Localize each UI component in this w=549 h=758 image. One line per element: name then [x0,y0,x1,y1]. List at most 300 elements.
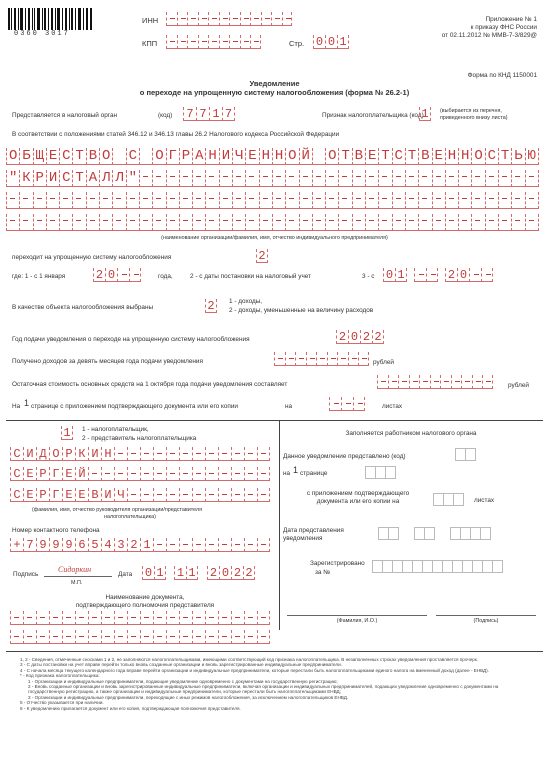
footnotes [20,657,535,711]
char-cell [166,630,179,644]
char-cell [205,538,218,552]
char-cell [153,467,166,481]
char-cell [114,611,127,625]
char-cell [127,488,140,502]
barcode-number: 0360 3017 [14,30,70,38]
char-cell [166,192,179,209]
char-cell [192,488,205,502]
char-cell: В [88,488,101,502]
pages-cells[interactable] [329,397,365,411]
char-cell [259,170,272,187]
char-cell [231,467,244,481]
char-cell [153,630,166,644]
char-cell [257,611,270,625]
char-cell [219,192,232,209]
char-cell [139,214,152,231]
char-cell: О [471,148,484,165]
signature-line [44,576,112,577]
transition-opt2: 2 - с даты постановки на налоговый учет [190,273,312,280]
char-cell [485,214,498,231]
char-cell: Г [49,467,62,481]
char-cell [525,192,539,209]
char-cell [23,611,36,625]
title-line2: о переходе на упрощенную систему налогообложения (форма № 26.2-1) [139,88,410,97]
char-cell: Е [432,148,445,165]
char-cell [392,170,405,187]
char-cell [511,170,524,187]
object-opt2: 2 - доходы, уменьшенные на величину расходов [229,307,374,314]
char-cell [405,214,418,231]
char-cell [166,214,179,231]
assets-label: Остаточная стоимость основных средств на 1 октября года подачи уведомления составляет [12,381,288,388]
char-cell [272,214,285,231]
char-cell [218,538,231,552]
transition-code-cell[interactable]: 2 [256,249,268,263]
appendix-line2: к приказу ФНС России [470,24,537,31]
char-cell [86,192,99,209]
char-cell [179,630,192,644]
inspector-submitted-label: Данное уведомление представлено (код) [283,453,406,460]
inspector-pages-boxes[interactable] [365,466,395,479]
inspector-date-year[interactable] [450,527,490,540]
char-cell [378,170,391,187]
char-cell [6,192,19,209]
char-cell [219,214,232,231]
char-cell: Е [23,488,36,502]
char-cell: Е [365,148,378,165]
char-cell [126,192,139,209]
assets-cells[interactable] [377,375,493,389]
income-cells[interactable] [274,352,369,366]
char-cell: Б [19,148,32,165]
inspector-date-label1: Дата представления [283,527,344,534]
char-cell [244,611,257,625]
doc-row-1[interactable] [10,611,270,625]
char-cell [245,170,258,187]
taxpayer-sign-label: Признак налогоплательщика (код) [322,112,424,119]
char-cell [205,192,218,209]
char-cell [139,170,152,187]
char-cell [139,148,152,165]
char-cell [101,611,114,625]
tax-authority-label: Представляется в налоговый орган [12,112,118,119]
char-cell [392,214,405,231]
char-cell [205,611,218,625]
char-cell: Р [33,170,46,187]
year-cells[interactable]: 2 0 2 2 [336,330,384,344]
char-cell [101,467,114,481]
law-reference: В соответствии с положениями статей 346.12 и 346.13 главы 26.2 Налогового кодекса Российской Федерации [12,131,340,138]
char-cell [59,192,72,209]
inspector-attach-boxes[interactable] [433,493,463,506]
org-name-caption: (наименование организации/фамилия, имя, отчество индивидуального предпринимателя) [161,235,388,241]
char-cell [101,630,114,644]
char-cell [49,630,62,644]
char-cell: О [325,148,338,165]
char-cell [418,170,431,187]
char-cell: 3 [114,538,127,552]
char-cell [140,630,153,644]
char-cell [46,192,59,209]
char-cell [352,170,365,187]
char-cell [112,148,125,165]
tax-authority-code-cells[interactable]: 7 7 1 7 [183,107,235,121]
char-cell: В [418,148,431,165]
char-cell: Л [99,170,112,187]
page-label: Стр. [289,39,305,48]
char-cell [392,192,405,209]
char-cell: А [192,148,205,165]
inspector-heading: Заполняется работником налогового органа [345,430,477,437]
char-cell: И [46,170,59,187]
char-cell: Н [445,148,458,165]
char-cell [471,214,484,231]
char-cell [86,214,99,231]
inspector-date-month[interactable] [414,527,434,540]
char-cell [325,170,338,187]
char-cell [231,538,244,552]
char-cell: Г [49,488,62,502]
char-cell: Т [405,148,418,165]
char-cell [498,192,511,209]
char-cell [112,192,125,209]
char-cell [112,214,125,231]
inspector-pages-prefix: на [283,470,291,477]
char-cell [299,214,312,231]
pages-prefix: На [12,403,21,410]
char-cell [245,192,258,209]
signer-opt2: 2 - представитель налогоплательщика [82,435,197,442]
char-cell: С [59,170,72,187]
char-cell: Р [62,447,75,461]
footnote: 3 - С даты постановки на учет вправе перейти только вновь созданные организации и вновь зарегистрированные индивидуальные предприниматели. [20,662,342,668]
char-cell [378,192,391,209]
char-cell: К [19,170,32,187]
char-cell: Й [299,148,312,165]
char-cell [257,447,270,461]
footnote: 6 - К уведомлению прилагается документ или его копия, подтверждающая полномочия представителя. [20,705,241,711]
char-cell [205,467,218,481]
section-divider-bottom [6,651,543,652]
char-cell [179,192,192,209]
appendix-line3: от 02.11.2012 № ММВ-7-3/829@ [441,32,537,39]
char-cell [259,192,272,209]
char-cell [10,611,23,625]
char-cell [218,630,231,644]
char-cell [245,214,258,231]
org-name-row-4[interactable] [6,214,539,231]
char-cell: Й [75,467,88,481]
inspector-reg-boxes[interactable] [372,560,502,573]
char-cell [458,192,471,209]
char-cell [99,214,112,231]
char-cell [205,488,218,502]
char-cell [205,170,218,187]
char-cell: Н [458,148,471,165]
char-cell [153,611,166,625]
char-cell [192,192,205,209]
char-cell [10,630,23,644]
char-cell [114,447,127,461]
char-cell [19,192,32,209]
char-cell [285,214,298,231]
inspector-code-boxes[interactable] [455,448,475,461]
first-name-cells[interactable] [10,467,270,481]
char-cell [153,447,166,461]
char-cell: 2 [127,538,140,552]
char-cell [179,170,192,187]
footnote: * - Код признака налогоплательщика: [20,673,100,679]
char-cell: Е [62,488,75,502]
char-cell [33,192,46,209]
inn-label: ИНН [142,16,159,25]
char-cell: Е [62,467,75,481]
form-code: Форма по КНД 1150001 [467,72,537,79]
char-cell: С [392,148,405,165]
char-cell: Н [205,148,218,165]
char-cell [62,630,75,644]
char-cell: С [10,447,23,461]
char-cell [312,192,325,209]
char-cell [259,214,272,231]
char-cell [257,630,270,644]
char-cell [525,214,539,231]
char-cell: 7 [23,538,36,552]
patronymic-cells[interactable] [10,488,270,502]
char-cell [33,214,46,231]
char-cell: К [75,447,88,461]
char-cell [458,170,471,187]
char-cell [179,467,192,481]
object-label: В качестве объекта налогообложения выбраны [12,304,154,311]
char-cell [244,447,257,461]
char-cell [231,447,244,461]
char-cell: 6 [75,538,88,552]
char-cell [166,170,179,187]
char-cell [205,214,218,231]
char-cell [244,488,257,502]
sign-day-cells[interactable]: 0 1 [142,566,166,580]
char-cell: Р [179,148,192,165]
object-code-cell[interactable]: 2 [205,299,217,313]
inspector-attach-label1: с приложением подтверждающего [306,490,410,497]
char-cell: 4 [101,538,114,552]
char-cell [152,170,165,187]
pages-middle: странице с приложением подтверждающего документа или его копии [31,403,238,410]
char-cell [219,170,232,187]
inspector-date-day[interactable] [378,527,398,540]
transition-opt1-suffix: года, [158,273,173,280]
inspector-fio-line [287,615,427,616]
char-cell [205,447,218,461]
char-cell [244,538,257,552]
char-cell [205,630,218,644]
char-cell [192,611,205,625]
char-cell: Ч [232,148,245,165]
footnote: 2 - Вновь созданные организации и вновь зарегистрированные индивидуальные предприниматели, включая организации и индивидуальных предпринимателей, подающих уведомление одновременно с документами на государственную регистрацию, а также организации и индивидуальные предприниматели, которые перестали быть налогоплательщиками ЕНВД; [28,684,499,695]
char-cell [114,630,127,644]
char-cell [59,214,72,231]
char-cell: В [86,148,99,165]
char-cell [257,538,270,552]
char-cell [218,611,231,625]
char-cell: Е [23,467,36,481]
char-cell [127,447,140,461]
char-cell: О [99,148,112,165]
char-cell [192,447,205,461]
char-cell [338,170,351,187]
appendix-line1: Приложение № 1 [485,16,537,23]
char-cell [325,192,338,209]
char-cell [432,214,445,231]
footnote: 4 - С начала месяца текущего календарного года вправе перейти организации и индивидуальные предприниматели, которые перестали быть налогоплательщиками единого налога на вмененный доход (далее - ЕНВД). [20,667,489,673]
taxpayer-sign-note1: (выбирается из перечня, [440,108,502,114]
org-name-row-1[interactable] [6,148,539,165]
signer-code-cell[interactable]: 1 [61,426,73,440]
char-cell [218,488,231,502]
char-cell [471,170,484,187]
char-cell [99,192,112,209]
char-cell: 9 [62,538,75,552]
char-cell [23,630,36,644]
char-cell [114,467,127,481]
char-cell [352,192,365,209]
char-cell [231,611,244,625]
page-number-cells[interactable]: 0 0 1 [313,35,349,49]
barcode-icon [8,8,93,30]
inspector-attach-suffix: листах [474,497,495,504]
char-cell [485,170,498,187]
phone-cells[interactable] [10,538,270,552]
tax-authority-code-label: (код) [158,112,173,119]
char-cell: Е [75,488,88,502]
char-cell [365,170,378,187]
org-name-row-2[interactable] [6,170,539,187]
transition-date-cells[interactable]: 0 1 [383,268,407,282]
char-cell [19,214,32,231]
char-cell [88,630,101,644]
char-cell [140,447,153,461]
char-cell [498,170,511,187]
char-cell [471,192,484,209]
char-cell [166,538,179,552]
char-cell [179,214,192,231]
char-cell: Е [245,148,258,165]
char-cell: С [485,148,498,165]
sign-month-cells[interactable]: 1 1 [174,566,198,580]
char-cell [75,630,88,644]
char-cell [218,447,231,461]
char-cell [166,447,179,461]
char-cell: Н [259,148,272,165]
char-cell [244,467,257,481]
taxpayer-sign-cell[interactable]: 1 [419,107,431,121]
org-name-row-3[interactable] [6,192,539,209]
char-cell: 1 [140,538,153,552]
char-cell [75,611,88,625]
doc-row-2[interactable] [10,630,270,644]
char-cell [127,611,140,625]
char-cell [166,611,179,625]
char-cell [140,611,153,625]
transition-label: переходит на упрощенную систему налогообложения [12,254,172,261]
kpp-cells[interactable] [166,35,261,49]
transition-month-cells[interactable] [414,268,438,282]
char-cell [285,192,298,209]
inn-cells[interactable] [166,12,292,26]
transition-year3-cells[interactable]: 2 0 [445,268,493,282]
char-cell [139,192,152,209]
char-cell: Щ [33,148,46,165]
char-cell: 9 [49,538,62,552]
char-cell: + [10,538,23,552]
char-cell [126,214,139,231]
char-cell [325,214,338,231]
income-label: Получено доходов за девять месяцев года подачи уведомления [12,358,203,365]
char-cell [338,214,351,231]
taxpayer-sign-note2: приведенного внизу листа) [440,115,508,121]
char-cell [365,192,378,209]
name-caption1: (фамилия, имя, отчество руководителя организации/представителя [32,507,203,513]
last-name-cells[interactable] [10,447,270,461]
date-label: Дата [118,571,133,578]
char-cell [192,467,205,481]
doc-label1: Наименование документа, [105,594,185,601]
char-cell [432,192,445,209]
inspector-date-label2: уведомления [283,535,323,542]
char-cell: Н [101,447,114,461]
char-cell [127,467,140,481]
phone-label: Номер контактного телефона [12,527,100,534]
char-cell: Р [36,467,49,481]
char-cell [231,630,244,644]
inspector-attach-label2: документа или его копии на [316,498,400,505]
char-cell: Ю [525,148,539,165]
char-cell [498,214,511,231]
char-cell [312,148,325,165]
char-cell [257,488,270,502]
char-cell [352,214,365,231]
char-cell: Т [72,170,85,187]
char-cell [485,192,498,209]
sign-year-cells[interactable]: 2 0 2 2 [207,566,255,580]
char-cell [445,214,458,231]
inspector-sign-line [436,615,536,616]
char-cell: А [86,170,99,187]
char-cell [192,214,205,231]
income-unit: рублей [373,359,394,366]
char-cell [285,170,298,187]
inspector-reg-label1: Зарегистрировано [310,560,365,567]
doc-label2: подтверждающего полномочия представителя [75,602,215,609]
char-cell [179,447,192,461]
char-cell [36,611,49,625]
char-cell [232,170,245,187]
kpp-label: КПП [142,39,158,48]
char-cell: Т [338,148,351,165]
inspector-reg-label2: за № [315,569,331,576]
char-cell [166,467,179,481]
char-cell: С [59,148,72,165]
char-cell [418,214,431,231]
char-cell: О [6,148,19,165]
pages-count: 1 [24,398,30,408]
char-cell [6,214,19,231]
transition-year-cells[interactable]: 2 0 [93,268,141,282]
char-cell: В [352,148,365,165]
name-caption2: налогоплательщика) [104,514,156,520]
char-cell [192,538,205,552]
